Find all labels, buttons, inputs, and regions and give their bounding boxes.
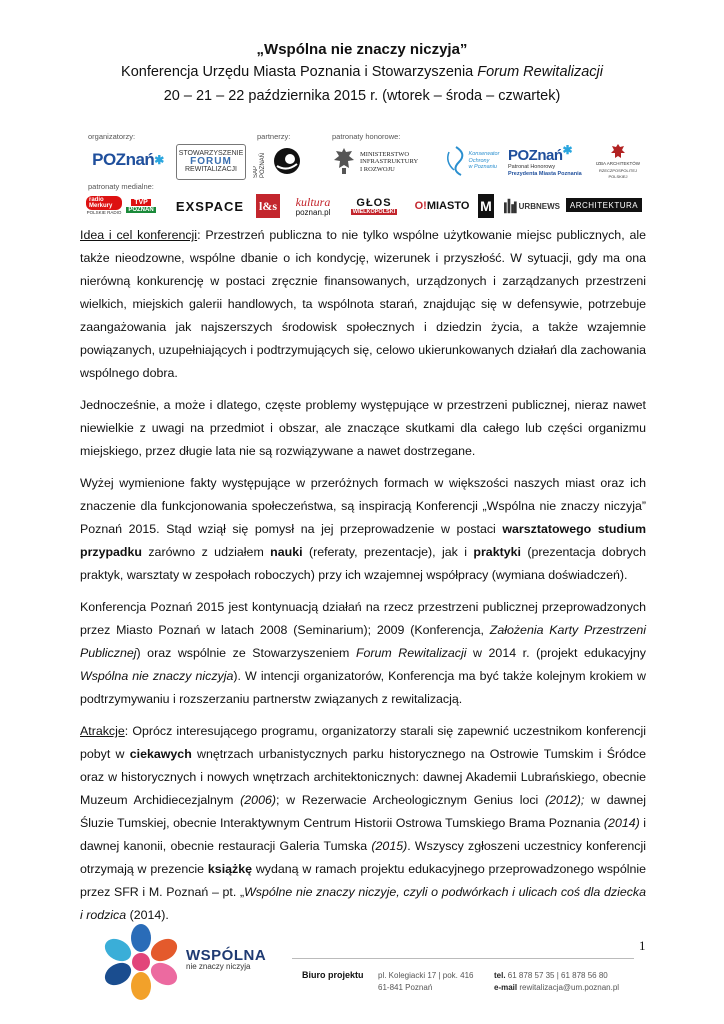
patronat-line-1: Patronat Honorowy [508,164,556,170]
p5-italic-j: (2015) [371,839,408,853]
brand-tagline: nie znaczy niczyja [186,962,251,971]
p4-italic-b: Założenia Karty Przestrzeni Publicznej [80,623,646,660]
footer-divider [292,958,634,959]
p4-text-g: ). W intencji organizatorów, Konferencja ma być także kolejnym krokiem w podtrzymywaniu i rozszerzaniu partnerstw związanych z rewitalizacją. [80,669,646,706]
tvp-poznan-text: POZNAŃ [128,207,154,213]
paragraph-idea-text: : Przestrzeń publiczna to nie tylko wspólne użytkowanie miejsc publicznych, ale także nieodzowne, wspólne dbanie o ich kondycję, wizerunek i przyszłość. W sytuacji, gdy ma ona nierówną konkurencję w postaci zręcznie finansowanych, urządzonych i zarządzanych przestrzeni wielkich, miejskich galerii handlowych, ta wspólnota starań, znajdując się w defensywie, potrzebuje zaangażowania jak najszerszych środowisk społecznych i dziedzin życia, a także wzajemnie powiązanych, uzupełniających i podtrzymujących się, celowo ukierunkowanych działań dla zachowania wspólnego dobra. [80,228,646,380]
p4-text-e: w 2014 r. (projekt edukacyjny [466,646,646,660]
p5-italic-f: (2012); [545,793,585,807]
konserwator-line-3: w Poznaniu [468,164,497,171]
izba-line-1: IZBA ARCHITEKTÓW [595,161,640,167]
paragraph-2: Jednocześnie, a może i dlatego, częste problemy występujące w przestrzeni publicznej, nieraz nawet niewielkie z uwagi na przedmiot i obszar, ale znaczące skutkami dla całego lub części organizmu miejskiego, przez długie lata nie są rozwiązywane a nawet dostrzegane. [80,398,646,458]
p5-text-c: wnętrzach urbanistycznych parku historycznego na Ostrowie Tumskim i Śródce oraz w historycznych i nowych wnętrzach architektonicznych: dawnej Akademii Lubrańskiego, obecnie Muzeum Archidiecezjalnym [80,747,646,807]
p5-text-o: (2014). [126,908,169,922]
paragraph-4 [80,596,646,711]
forum-main-text: FORUM [190,156,232,167]
logos-section [82,128,642,220]
p4-text-c: ) oraz wspólnie ze Stowarzyszeniem [136,646,356,660]
poznan-logo-text: POZnań [92,150,155,169]
p5-bold-l: książkę [207,862,252,876]
ministry-logo [360,148,435,176]
urbnews-text: URBNEWS [518,201,560,211]
crowned-eagle-icon [610,143,626,161]
konserwator-line-2: Ochrony [468,157,490,164]
patronat-prezydenta-logo [508,140,586,180]
p4-italic-d: Forum Rewitalizacji [355,646,467,660]
honorary-caption: patronaty honorowe: [332,132,401,141]
radio-merkury-logo [86,194,122,218]
office-address [378,970,473,994]
expace-logo: EXSPACE [175,198,245,214]
glos-wielkopolski-logo [344,194,404,218]
email-value[interactable]: rewitalizacja@um.poznan.pl [519,983,620,992]
tel-label: tel. [494,971,506,980]
p4-text-a: Konferencja Poznań 2015 jest kontynuacją działań na rzecz przestrzeni publicznej przeprowadzonych przez Miasto Poznań w latach 2008 (Seminarium); 2009 (Konferencja, [80,600,646,637]
p3-bold-f: praktyki [473,545,521,559]
kultura-text: kultura [295,194,331,209]
partners-caption: partnerzy: [257,132,291,141]
subtitle-italic: Forum Rewitalizacji [477,64,603,80]
document-subtitle [0,64,724,80]
lks-logo: l&s [256,194,280,218]
konserwator-logo [440,142,502,180]
office-contact [494,970,619,994]
media-caption: patronaty medialne: [88,182,154,191]
office-label: Biuro projektu [302,970,364,980]
sap-logo [270,146,304,176]
document-body [80,224,646,936]
sap-circle-icon [272,146,302,176]
p3-bold-d: nauki [270,545,303,559]
p3-text-c: zarówno z udziałem [141,545,271,559]
address-line-1: pl. Kolegiacki 17 | pok. 416 [378,971,474,980]
ministry-line-3: I ROZWOJU [360,165,395,173]
forum-top-text: STOWARZYSZENIE [178,150,244,157]
glos-text: GŁOS [356,196,392,209]
p5-italic-d: (2006) [240,793,276,807]
section-label-atrakcje: Atrakcje [80,724,125,738]
asterisk-icon: ✱ [154,153,164,167]
asterisk-icon: ✱ [562,143,573,157]
conference-dates: 20 – 21 – 22 października 2015 r. (wtorek – środa – czwartek) [163,88,561,104]
p3-bold-b: warsztatowego studium przypadku [80,522,646,559]
izba-architektow-logo [594,142,642,182]
p5-text-g: w dawnej Śluzie Tumskiej, obecnie Interaktywnym Centrum Historii Ostrowa Tumskiego Brama Poznania [80,793,646,830]
omiasto-logo: O! MIASTO [414,200,470,212]
brand-title: WSPÓLNA [186,947,267,964]
p5-italic-h: (2014) [603,816,640,830]
radio-merkury-text: radio Merkury [86,196,122,210]
email-label: e-mail [494,983,518,992]
paragraph-atrakcje [80,720,646,927]
section-label-idea: Idea i cel konferencji [80,228,198,242]
address-line-2: 61-841 Poznań [378,983,433,992]
buildings-icon [504,198,517,214]
urbnews-logo [504,194,560,218]
brand-text [186,947,266,971]
poznan-logo [88,146,168,174]
sap-text: SAP POZNAŃ [253,152,266,178]
paragraph-3 [80,472,646,587]
glos-sub-text: WIELKOPOLSKI [352,208,396,215]
kultura-sub-text: poznan.pl [295,207,331,217]
konserwator-line-1: Konserwator [468,151,500,158]
ministry-line-2: INFRASTRUKTURY [360,158,419,166]
architektura-logo: ARCHITEKTURA [566,198,642,212]
radio-sub-text: POLSKIE RADIO [86,209,122,215]
p5-text-e: ; w Rezerwacie Archeologicznym Genius loci [275,793,546,807]
p5-text-m: wydaną w ramach projektu edukacyjnego przeprowadzonego wspólnie przez SFR i M. Poznań – pt. „ [80,862,646,899]
konserwator-swirl-icon [443,144,469,178]
kultura-poznan-logo [288,192,338,220]
p5-text-k: . Wszyscy zgłoszeni uczestnicy konferencji otrzymają w prezencie [80,839,646,876]
tel-value: 61 878 57 35 | 61 878 56 80 [507,971,608,980]
sap-logo-text [254,144,266,178]
document-title: „Wspólna nie znaczy niczyja” [256,41,468,58]
eagle-emblem-icon [330,144,358,178]
p3-text-a: Wyżej wymienione fakty występujące w przeróżnych formach w większości naszych miast oraz ich znaczenie dla funkcjonowania społeczeństwa, są inspiracją Konferencji „Wspólna nie znaczy niczyja” Poznań 2015. Stąd wziął się pomysł na jej przeprowadzenie w postaci [80,476,646,536]
patronat-line-2: Prezydenta Miasta Poznania [508,170,582,177]
m-logo: M [478,194,494,218]
p3-text-g: (prezentacja dobrych praktyk, warsztaty w zespołach roboczych) przy ich wzajemnej współpracy (wymiana doświadczeń). [80,545,646,582]
subtitle-text: Konferencja Urzędu Miasta Poznania i Stowarzyszenia [121,64,478,80]
p5-text-a: : Oprócz interesującego programu, organizatorzy starali się zapewnić uczestnikom konferencji pobyt w [80,724,646,761]
ministry-line-1: MINISTERSTWO [360,150,410,158]
patronat-poznan-text: POZnań [508,147,563,164]
p5-italic-n: Wspólne nie znaczy niczyje, czyli o podwórkach i ulicach coś dla dziecka i rodzica [80,885,647,922]
forum-rewitalizacji-logo [176,144,246,180]
tvp-poznan-logo [126,194,156,218]
p5-text-i: i dawnej kanonii, obecnie restauracji Galeria Tumska [80,816,647,853]
paragraph-idea [80,224,646,385]
p3-text-e: (referaty, prezentacje), jak i [302,545,474,559]
organizers-caption: organizatorzy: [88,132,136,141]
p4-italic-f: Wspólna nie znaczy niczyja [80,669,234,683]
page-number: 1 [639,938,646,953]
p5-bold-b: ciekawych [129,747,192,761]
tvp-text: TVP [131,199,151,206]
forum-bottom-text: REWITALIZACJI [185,166,237,173]
flower-logo-icon [96,922,186,1002]
izba-line-2: RZECZPOSPOLITEJ POLSKIEJ [598,167,637,180]
konserwator-text [469,151,500,171]
